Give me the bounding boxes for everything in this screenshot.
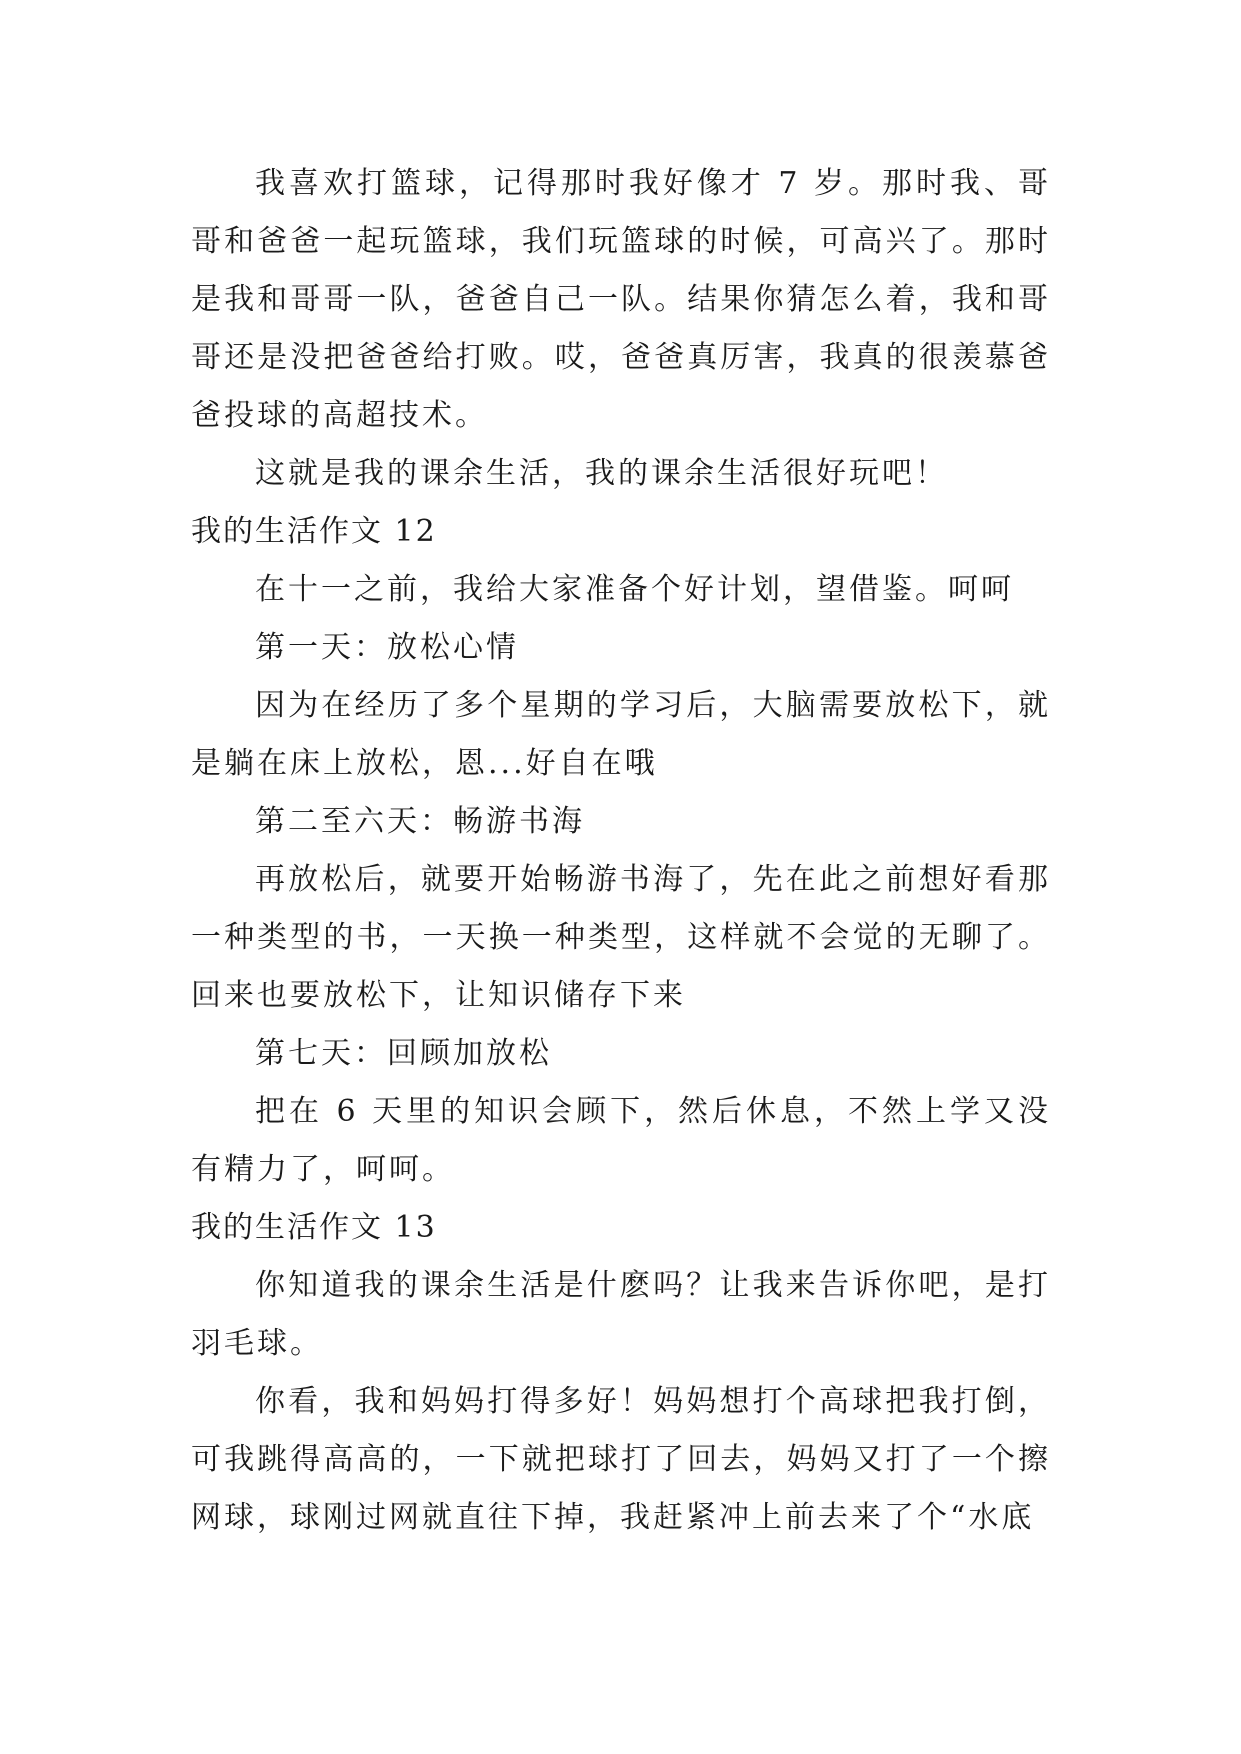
paragraph: 在十一之前，我给大家准备个好计划，望借鉴。呵呵 [255,572,1014,607]
paragraph: 把在 6 天里的知识会顾下，然后休息，不然上学又没有精力了，呵呵。 [191,1094,1051,1187]
paragraph: 第一天：放松心情 [255,630,519,665]
paragraph: 你知道我的课余生活是什麽吗？让我来告诉你吧，是打羽毛球。 [191,1268,1051,1361]
paragraph: 我喜欢打篮球，记得那时我好像才 7 岁。那时我、哥哥和爸爸一起玩篮球，我们玩篮球的时候，可高兴了。那时是我和哥哥一队，爸爸自己一队。结果你猜怎么着，我和哥哥还是没把爸爸给打败。哎，爸爸真厉害，我真的很羡慕爸爸投球的高超技术。 [191,166,1051,433]
section-heading: 我的生活作文 12 [191,514,437,549]
paragraph: 第二至六天：畅游书海 [255,804,585,839]
paragraph: 再放松后，就要开始畅游书海了，先在此之前想好看那一种类型的书，一天换一种类型，这样就不会觉的无聊了。回来也要放松下，让知识储存下来 [191,862,1051,1013]
section-heading: 我的生活作文 13 [191,1210,437,1245]
paragraph: 你看，我和妈妈打得多好！妈妈想打个高球把我打倒，可我跳得高高的，一下就把球打了回去，妈妈又打了一个擦网球，球刚过网就直往下掉，我赶紧冲上前去来了个“水底 [191,1384,1051,1535]
paragraph: 第七天：回顾加放松 [255,1036,552,1071]
paragraph: 这就是我的课余生活，我的课余生活很好玩吧！ [255,456,948,491]
paragraph: 因为在经历了多个星期的学习后，大脑需要放松下，就是躺在床上放松，恩...好自在哦 [191,688,1051,781]
document-page [191,155,1051,1547]
